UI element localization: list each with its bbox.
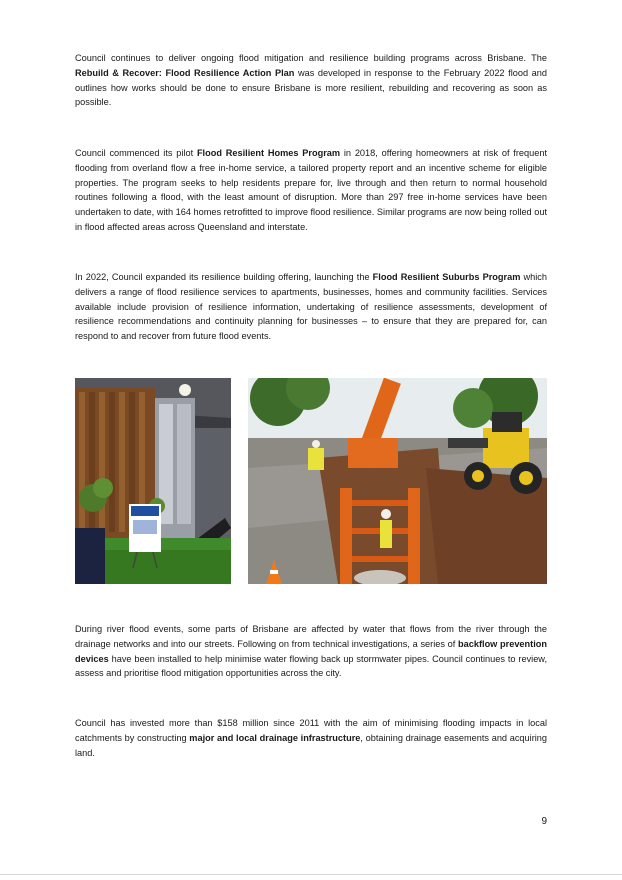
paragraph-rebuild-recover [75,51,547,110]
p5-bold-infrastructure: major and local drainage infrastructure [189,732,361,743]
p1-bold-plan-title: Rebuild & Recover: Flood Resilience Action Plan [75,67,295,78]
paragraph-backflow-prevention [75,622,547,681]
p5-text-a: Council has invested more than $158 million since 2011 with the aim of minimising flooding impacts in local catchments by constructing [75,718,547,743]
resilient-home-display-illustration [75,378,231,584]
p4-text-c: have been installed to help minimise water flowing back up stormwater pipes. Council continues to review, assess and prioritise flood mitigation opportunities across the city. [75,653,547,679]
p3-bold-program-name: Flood Resilient Suburbs Program [372,272,521,282]
p3-text-a: In 2022, Council expanded its resilience building offering, launching the [75,272,373,282]
drainage-works-illustration [248,378,547,584]
p4-bold-devices: backflow prevention devices [75,638,547,664]
p4-text-a: During river flood events, some parts of Brisbane are affected by water that flows from the river through the drainage networks and into our streets. Following on from technical investigations, a series of [75,624,547,649]
p1-text-c: was developed in response to the February 2022 flood and outlines how works should be done to ensure Brisbane is more resilient, rebuilding and recovering as soon as possible. [75,67,547,108]
p2-text-c: in 2018, offering homeowners at risk of frequent flooding from overland flow a free in-home service, a tailored property report and an incentive scheme for eligible properties. The program seeks to help residents prepare for, live through and then return to normal household routines following a flood, with the least amount of disruption. More than 297 free in-home services have been undertaken to date, with 164 homes retrofitted to improve flood resilience. Similar programs are now being rolled out in flood affected areas across Queensland and interstate. [75,148,548,232]
paragraph-drainage-investment [75,716,547,760]
paragraph-flood-resilient-suburbs [75,270,547,344]
p1-text-a: Council continues to deliver ongoing flood mitigation and resilience building programs across Brisbane. The [75,53,547,63]
paragraph-flood-resilient-homes [75,146,547,235]
p2-text-a: Council commenced its pilot [75,148,197,158]
p3-text-c: which delivers a range of flood resilience services to apartments, businesses, homes and community facilities. Services available include provision of resilience information, undertaking of resilience assessments, development of resilience recommendations and continuity planning for businesses – to ensure that they are prepared for, can respond to and recover from future flood events. [75,272,547,342]
page-number: 9 [541,816,547,827]
p2-bold-program-name: Flood Resilient Homes Program [196,148,341,158]
resilient-home-display-photo [75,378,231,584]
page-bottom-divider [0,874,622,875]
p5-text-c: , obtaining drainage easements and acquiring land. [75,732,548,758]
drainage-works-photo [248,378,547,584]
